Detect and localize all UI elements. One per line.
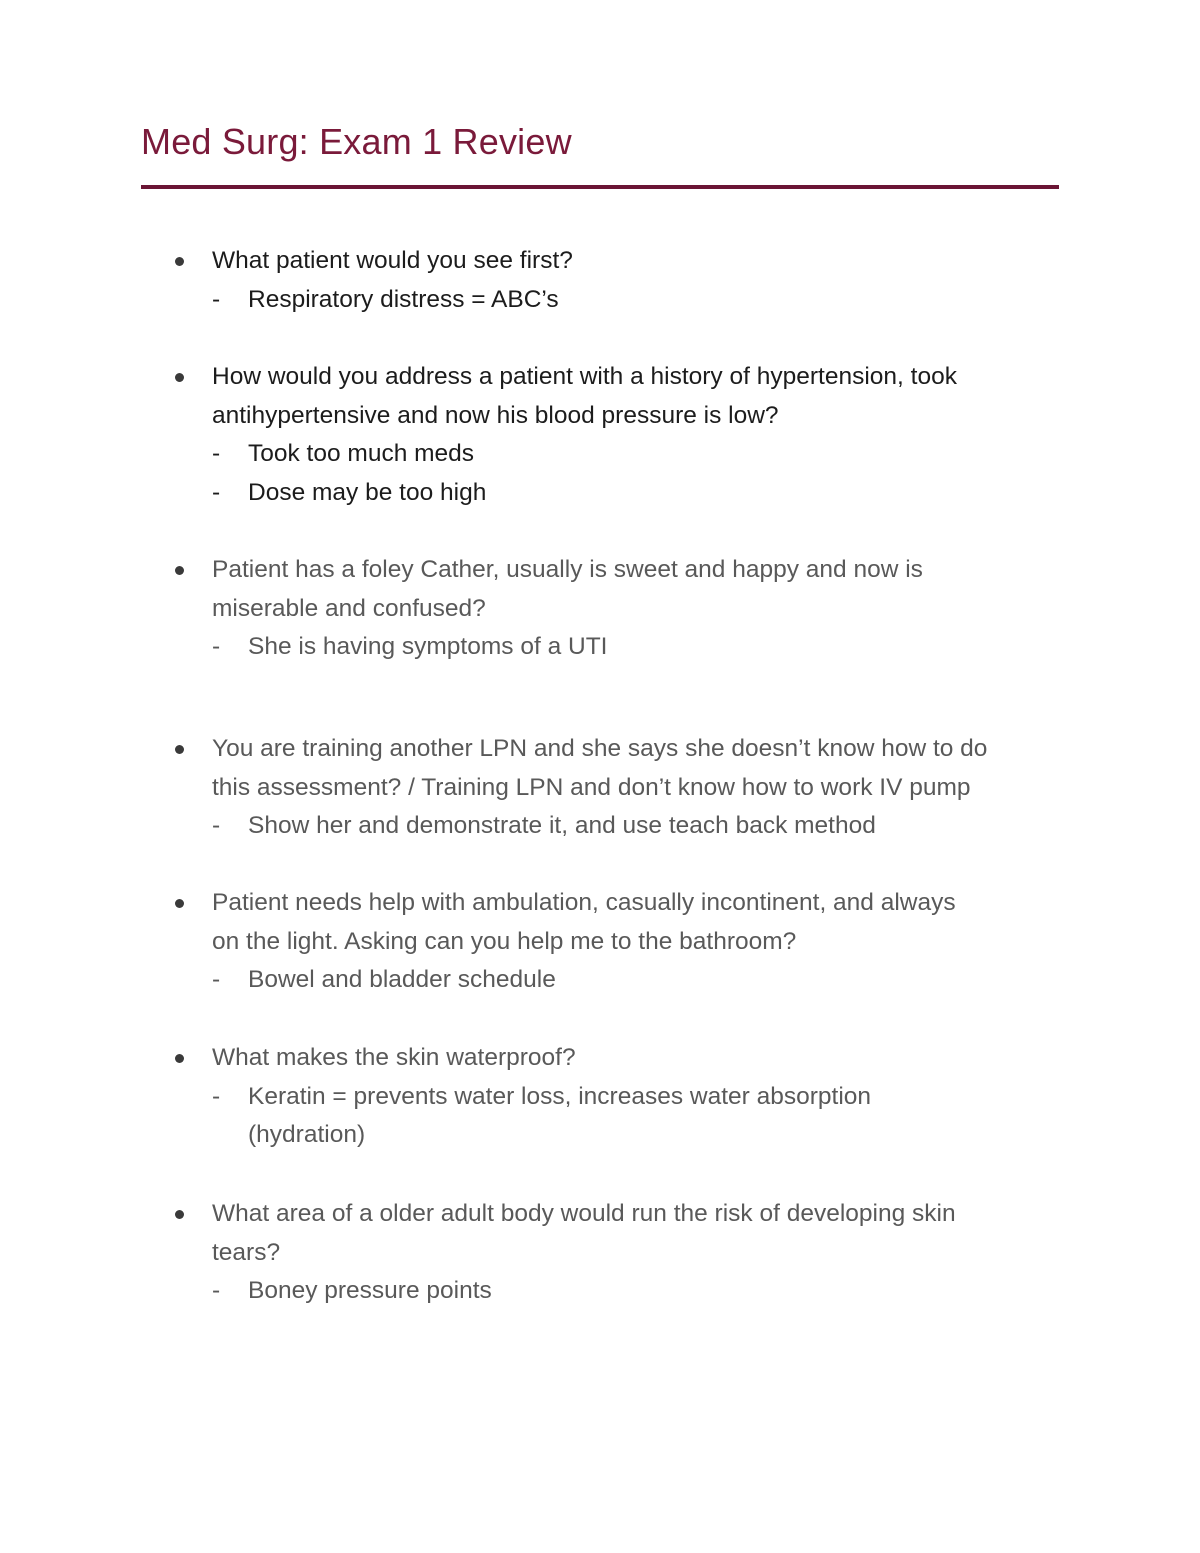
dash-marker: - xyxy=(212,285,221,313)
answer-text: Keratin = prevents water loss, increases water absorption xyxy=(248,1082,872,1110)
dash-marker: - xyxy=(212,633,221,661)
bullet-icon xyxy=(175,257,184,266)
bullet-icon xyxy=(175,566,184,575)
answer-text: Bowel and bladder schedule xyxy=(248,966,556,994)
answer-text: (hydration) xyxy=(248,1121,366,1149)
dash-marker: - xyxy=(212,1277,221,1305)
question-text: tears? xyxy=(212,1238,281,1266)
bullet-icon xyxy=(175,899,184,908)
page-title: Med Surg: Exam 1 Review xyxy=(141,121,572,162)
bullet-icon xyxy=(175,1054,184,1063)
question-text: How would you address a patient with a history of hypertension, took xyxy=(212,363,957,390)
title-divider xyxy=(141,185,1059,189)
question-text: What area of a older adult body would run the risk of developing skin xyxy=(212,1200,956,1227)
answer-text: Show her and demonstrate it, and use teach back method xyxy=(248,812,876,840)
question-text: You are training another LPN and she says she doesn’t know how to do xyxy=(212,735,988,762)
dash-marker: - xyxy=(212,479,221,507)
dash-marker: - xyxy=(212,966,221,994)
bullet-icon xyxy=(175,745,184,754)
question-text: miserable and confused? xyxy=(212,594,486,622)
answer-text: Took too much meds xyxy=(248,440,475,468)
question-text: on the light. Asking can you help me to the bathroom? xyxy=(212,927,797,955)
answer-text: Dose may be too high xyxy=(248,479,487,507)
dash-marker: - xyxy=(212,1082,221,1110)
question-text: Patient has a foley Cather, usually is sweet and happy and now is xyxy=(212,556,923,583)
question-text: Patient needs help with ambulation, casually incontinent, and always xyxy=(212,889,956,916)
question-text: antihypertensive and now his blood pressure is low? xyxy=(212,401,779,429)
answer-text: Respiratory distress = ABC’s xyxy=(248,285,559,313)
question-text: What patient would you see first? xyxy=(212,247,573,274)
bullet-icon xyxy=(175,373,184,382)
question-text: this assessment? / Training LPN and don’t know how to work IV pump xyxy=(212,773,971,801)
answer-text: She is having symptoms of a UTI xyxy=(248,633,608,661)
answer-text: Boney pressure points xyxy=(248,1277,492,1305)
bullet-icon xyxy=(175,1210,184,1219)
question-text: What makes the skin waterproof? xyxy=(212,1044,576,1071)
dash-marker: - xyxy=(212,812,221,840)
dash-marker: - xyxy=(212,440,221,468)
